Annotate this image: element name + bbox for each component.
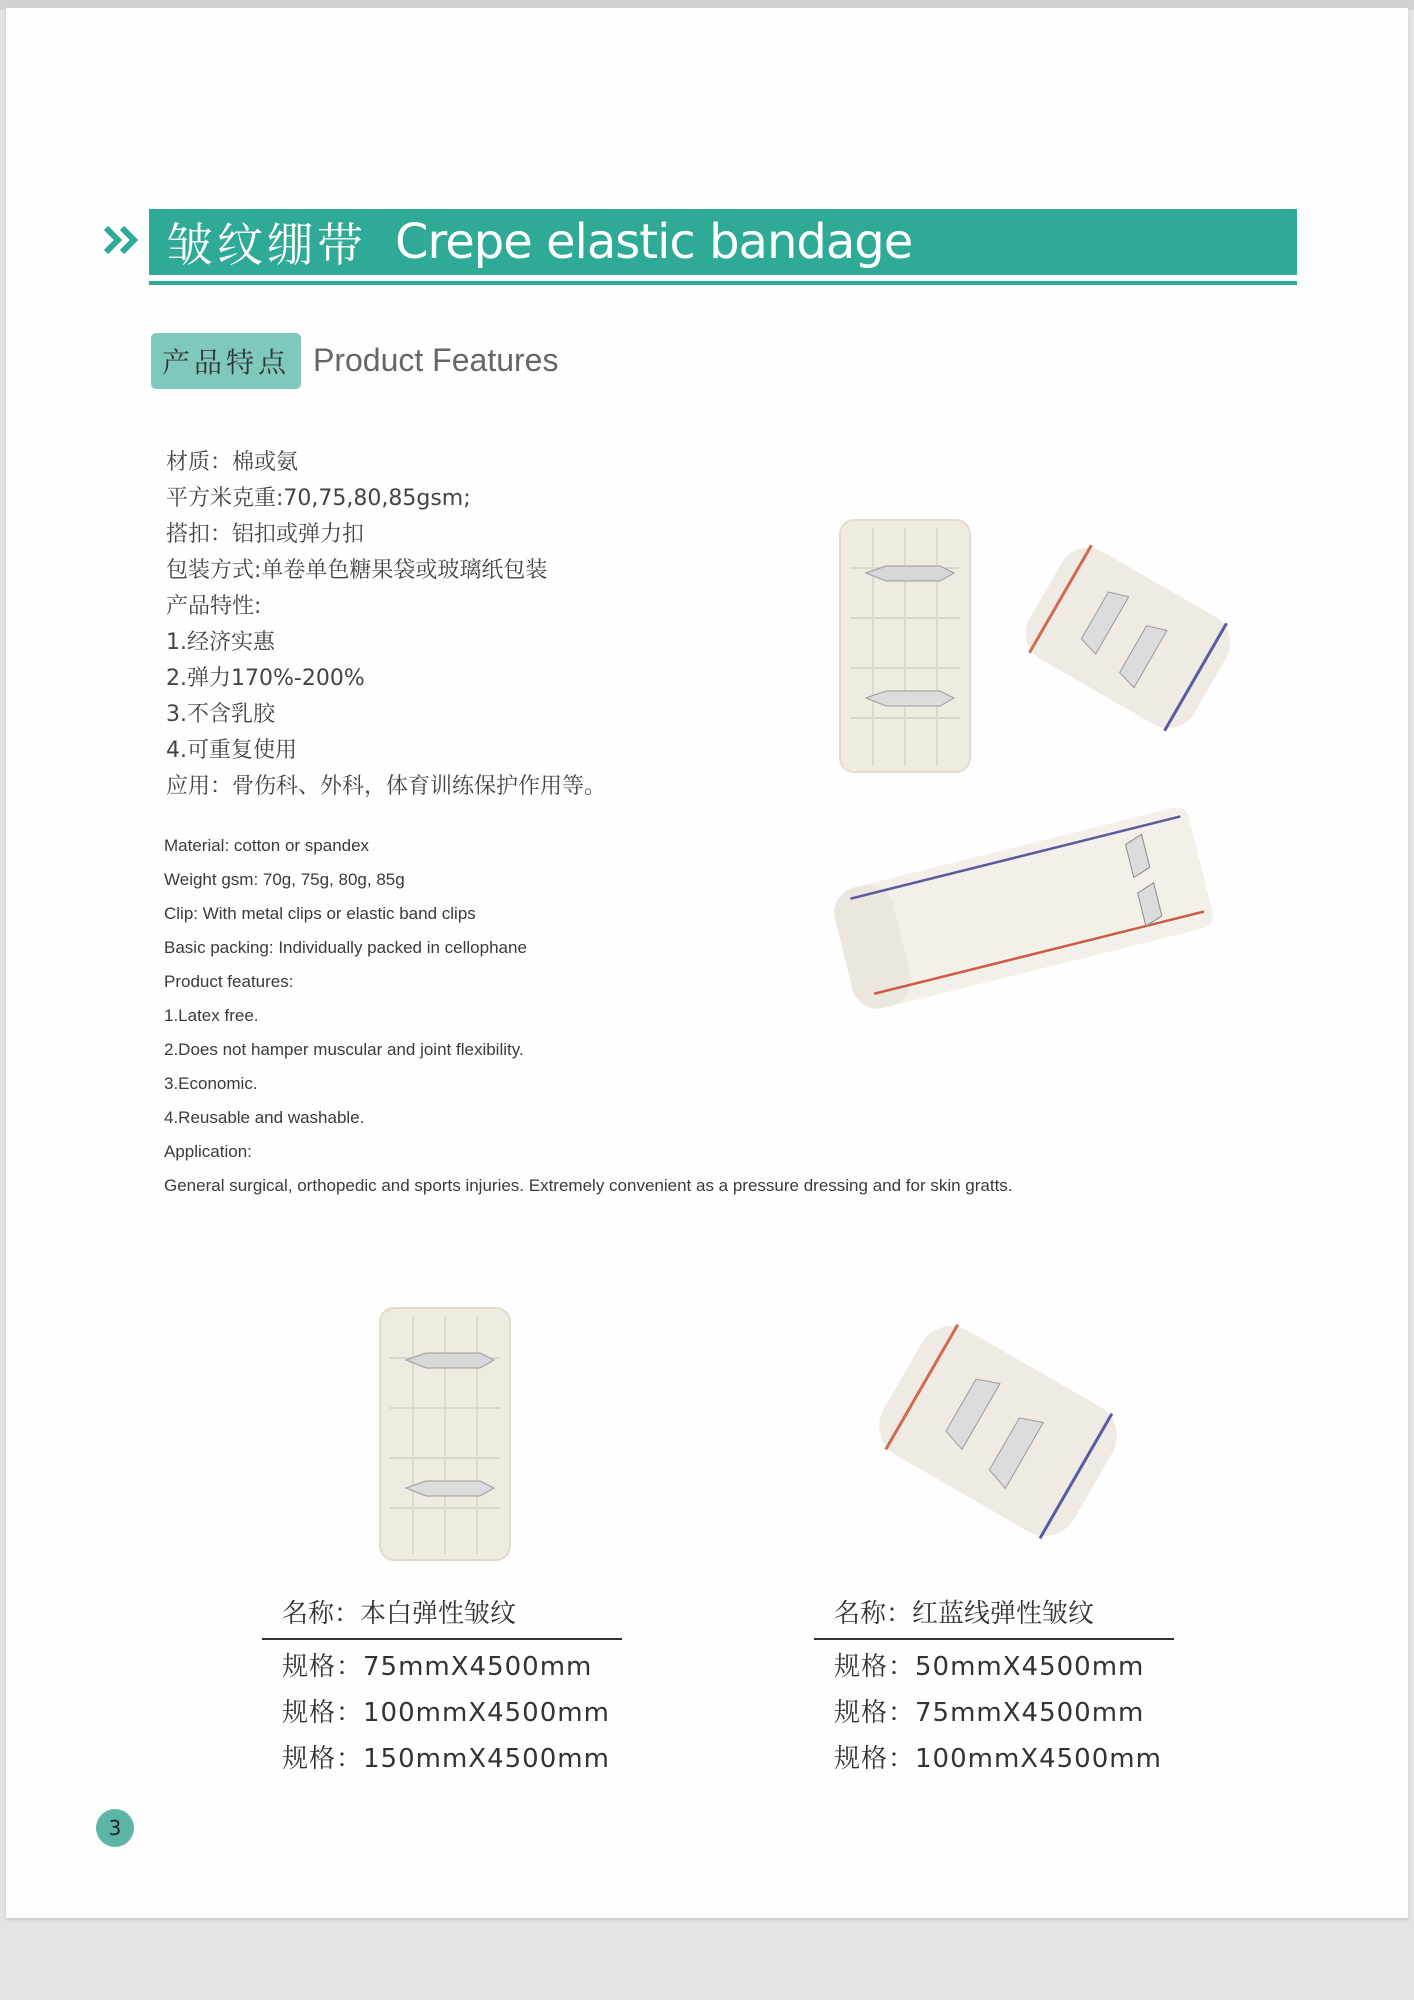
white-bandage-roll (840, 520, 970, 772)
product-caption-red-blue (814, 1593, 1174, 1782)
bandage-group-photo (828, 508, 1248, 1038)
product-spec: 规格：100mmX4500mm (282, 1698, 610, 1728)
cn-line: 平方米克重:70,75,80,85gsm; (166, 486, 471, 511)
product-name: 名称：红蓝线弹性皱纹 (834, 1599, 1095, 1629)
cn-line: 应用：骨伤科、外科，体育训练保护作用等。 (166, 774, 607, 799)
catalog-page (6, 8, 1408, 1918)
title-underline (149, 281, 1297, 285)
en-line: Application: (164, 1142, 252, 1161)
product-caption-white (262, 1593, 622, 1782)
en-line: 4.Reusable and washable. (164, 1108, 365, 1127)
en-line: Material: cotton or spandex (164, 836, 370, 855)
red-blue-crepe-bandage-photo (858, 1306, 1138, 1556)
product-spec: 规格：75mmX4500mm (834, 1698, 1145, 1728)
cn-line: 材质：棉或氨 (166, 450, 299, 475)
en-line: 1.Latex free. (164, 1006, 259, 1025)
cn-line: 3.不含乳胶 (166, 702, 275, 727)
product-spec: 规格：50mmX4500mm (834, 1652, 1145, 1682)
en-line: 3.Economic. (164, 1074, 258, 1093)
features-badge: 产品特点 (151, 333, 301, 389)
en-line: Weight gsm: 70g, 75g, 80g, 85g (164, 870, 405, 889)
product-spec: 规格：75mmX4500mm (282, 1652, 593, 1682)
white-crepe-bandage-photo (370, 1298, 520, 1568)
unrolled-bandage (829, 805, 1216, 1014)
cn-line: 1.经济实惠 (166, 630, 275, 655)
en-line: Basic packing: Individually packed in cellophane (164, 938, 527, 957)
striped-bandage-roll (1015, 537, 1242, 739)
en-line: Clip: With metal clips or elastic band clips (164, 904, 476, 923)
product-spec: 规格：100mmX4500mm (834, 1744, 1162, 1774)
product-spec: 规格：150mmX4500mm (282, 1744, 610, 1774)
en-line: General surgical, orthopedic and sports injuries. Extremely convenient as a pressure dressing and for skin gratts. (164, 1176, 1013, 1195)
cn-line: 4.可重复使用 (166, 738, 297, 763)
title-banner (149, 209, 1297, 275)
en-line: 2.Does not hamper muscular and joint flexibility. (164, 1040, 524, 1059)
en-line: Product features: (164, 972, 294, 991)
page-number: 3 (96, 1809, 134, 1847)
cn-line: 产品特性: (166, 594, 262, 619)
features-heading-en: Product Features (313, 342, 559, 378)
cn-line: 包装方式:单卷单色糖果袋或玻璃纸包装 (166, 558, 548, 583)
chinese-description (166, 445, 606, 805)
title-english: Crepe elastic bandage (395, 214, 913, 270)
title-chinese: 皱纹绷带 (167, 218, 367, 272)
product-name: 名称：本白弹性皱纹 (282, 1599, 517, 1629)
caption-rule (814, 1638, 1174, 1640)
double-chevron-icon (102, 220, 142, 260)
cn-line: 搭扣：铝扣或弹力扣 (166, 522, 365, 547)
cn-line: 2.弹力170%-200% (166, 666, 365, 691)
caption-rule (262, 1638, 622, 1640)
